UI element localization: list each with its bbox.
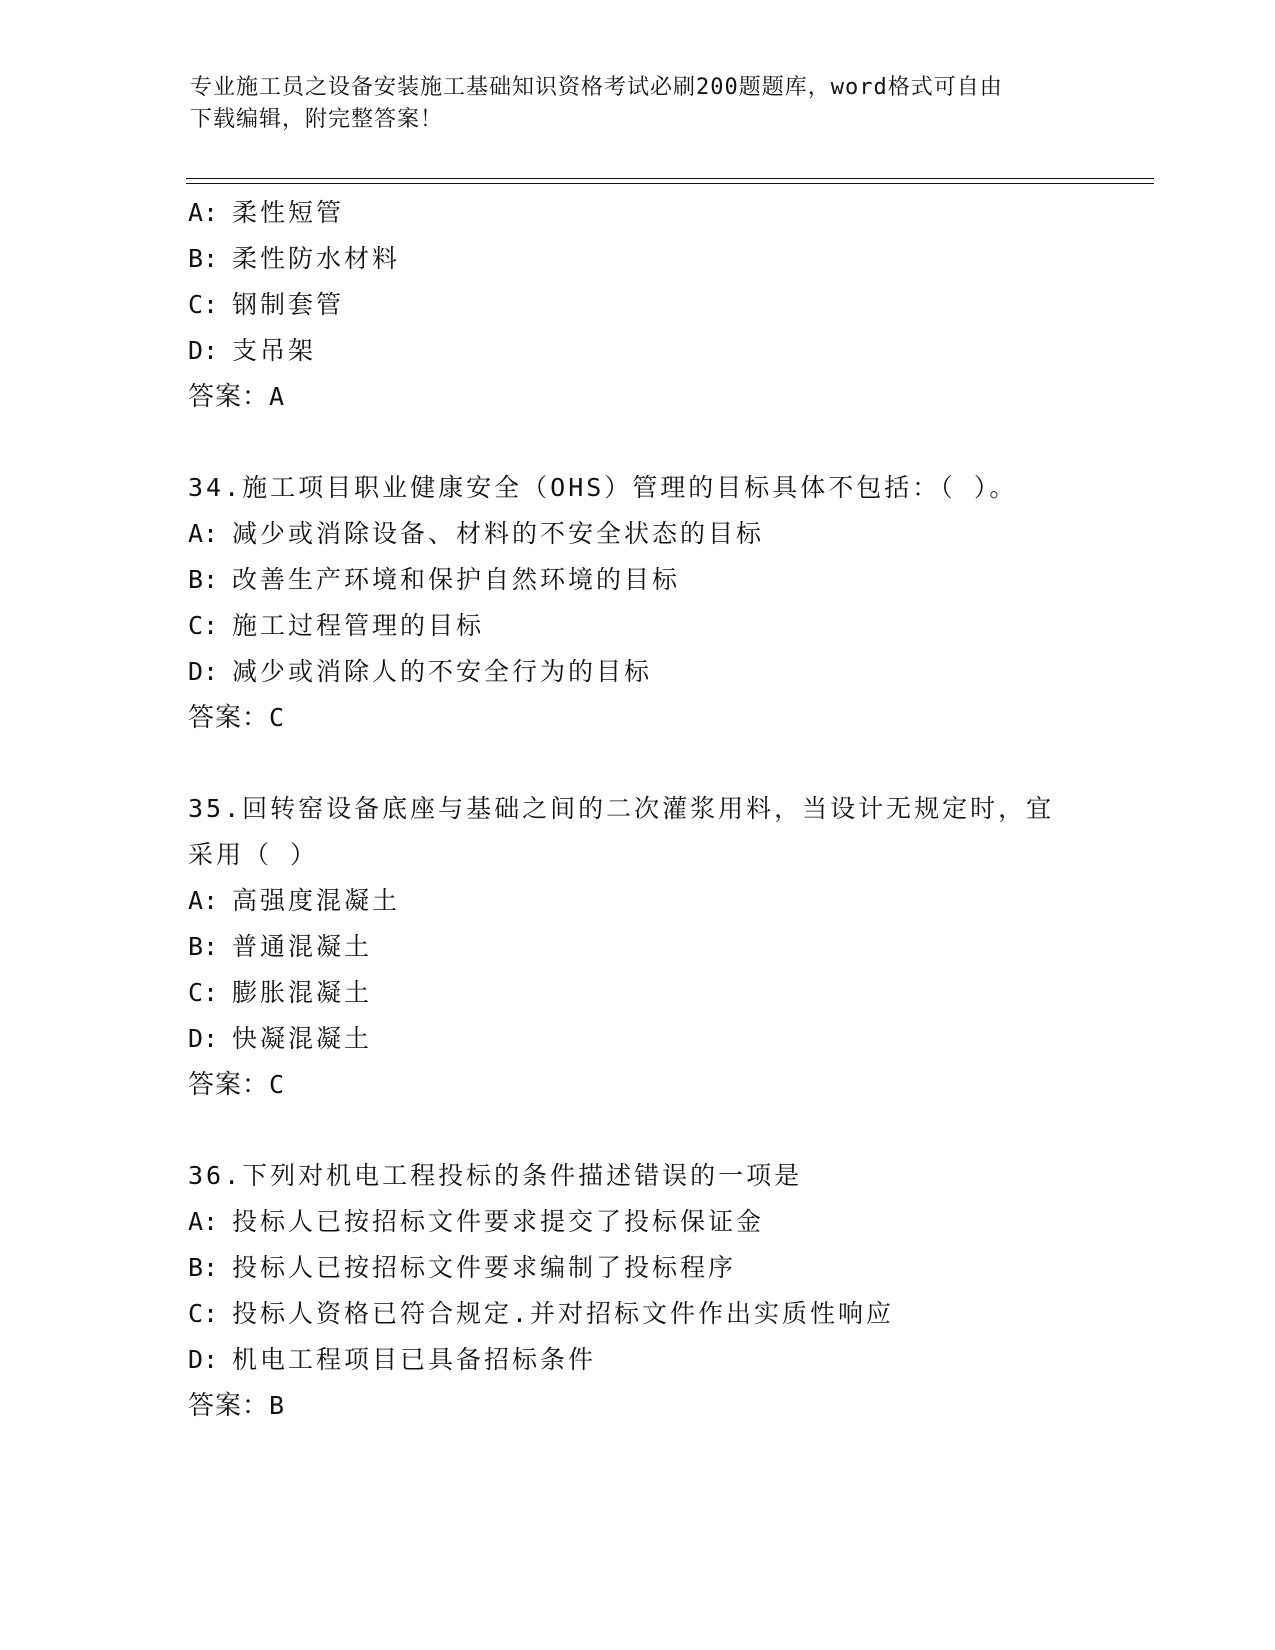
question-list (188, 190, 1088, 1429)
option-letter: B: (188, 932, 219, 961)
document-header (190, 72, 1070, 136)
option-b (188, 557, 1088, 603)
question-stem: 35.回转窑设备底座与基础之间的二次灌浆用料，当设计无规定时，宜 (188, 794, 1055, 823)
option-text: 支吊架 (232, 336, 317, 365)
option-a (188, 190, 1088, 236)
header-line-2: 下载编辑，附完整答案！ (190, 107, 444, 132)
option-text: 减少或消除设备、材料的不安全状态的目标 (232, 519, 765, 548)
option-a (188, 511, 1088, 557)
option-d (188, 1337, 1088, 1383)
answer-line (188, 1383, 1088, 1429)
answer-value: C (269, 1070, 286, 1099)
option-b (188, 924, 1088, 970)
question-35 (188, 786, 1088, 1108)
option-c (188, 282, 1088, 328)
answer-line (188, 1062, 1088, 1108)
spacer (188, 741, 1088, 786)
option-d (188, 649, 1088, 695)
question-stem: 36.下列对机电工程投标的条件描述错误的一项是 (188, 1161, 803, 1190)
option-text: 投标人资格已符合规定.并对招标文件作出实质性响应 (232, 1299, 895, 1328)
option-text: 快凝混凝土 (232, 1024, 373, 1053)
option-a (188, 878, 1088, 924)
header-divider-bottom (186, 183, 1154, 184)
option-letter: D: (188, 1345, 219, 1374)
option-d (188, 1016, 1088, 1062)
option-text: 施工过程管理的目标 (232, 611, 485, 640)
option-c (188, 603, 1088, 649)
option-letter: D: (188, 657, 219, 686)
option-text: 改善生产环境和保护自然环境的目标 (232, 565, 681, 594)
question-34 (188, 465, 1088, 741)
option-text: 柔性短管 (232, 198, 345, 227)
option-text: 减少或消除人的不安全行为的目标 (232, 657, 653, 686)
option-letter: B: (188, 244, 219, 273)
option-letter: C: (188, 290, 219, 319)
answer-value: C (269, 703, 286, 732)
option-text: 机电工程项目已具备招标条件 (232, 1345, 597, 1374)
option-letter: C: (188, 1299, 219, 1328)
spacer (188, 420, 1088, 465)
answer-label: 答案： (188, 382, 270, 412)
option-text: 柔性防水材料 (232, 244, 401, 273)
option-text: 膨胀混凝土 (232, 978, 373, 1007)
option-letter: A: (188, 886, 219, 915)
answer-value: B (269, 1391, 286, 1420)
header-divider-top (186, 178, 1154, 179)
answer-label: 答案： (188, 703, 270, 733)
option-letter: C: (188, 611, 219, 640)
answer-value: A (269, 382, 286, 411)
option-letter: D: (188, 336, 219, 365)
answer-label: 答案： (188, 1070, 270, 1100)
option-letter: C: (188, 978, 219, 1007)
answer-label: 答案： (188, 1391, 270, 1421)
answer-line (188, 374, 1088, 420)
answer-line (188, 695, 1088, 741)
option-letter: A: (188, 1207, 219, 1236)
option-letter: D: (188, 1024, 219, 1053)
option-c (188, 1291, 1088, 1337)
option-text: 投标人已按招标文件要求编制了投标程序 (232, 1253, 737, 1282)
option-text: 普通混凝土 (232, 932, 373, 961)
option-letter: A: (188, 519, 219, 548)
option-b (188, 236, 1088, 282)
question-stem: 34.施工项目职业健康安全（OHS）管理的目标具体不包括：（ ）。 (188, 473, 1018, 502)
question-36 (188, 1153, 1088, 1429)
spacer (188, 1108, 1088, 1153)
option-letter: B: (188, 1253, 219, 1282)
question-stem-continued: 采用（ ） (188, 840, 319, 869)
option-letter: A: (188, 198, 219, 227)
option-text: 钢制套管 (232, 290, 345, 319)
option-d (188, 328, 1088, 374)
option-letter: B: (188, 565, 219, 594)
option-c (188, 970, 1088, 1016)
option-text: 高强度混凝土 (232, 886, 401, 915)
option-text: 投标人已按招标文件要求提交了投标保证金 (232, 1207, 765, 1236)
header-line-1: 专业施工员之设备安装施工基础知识资格考试必刷200题题库，word格式可自由 (190, 75, 1003, 100)
option-a (188, 1199, 1088, 1245)
option-b (188, 1245, 1088, 1291)
question-continued (188, 190, 1088, 420)
